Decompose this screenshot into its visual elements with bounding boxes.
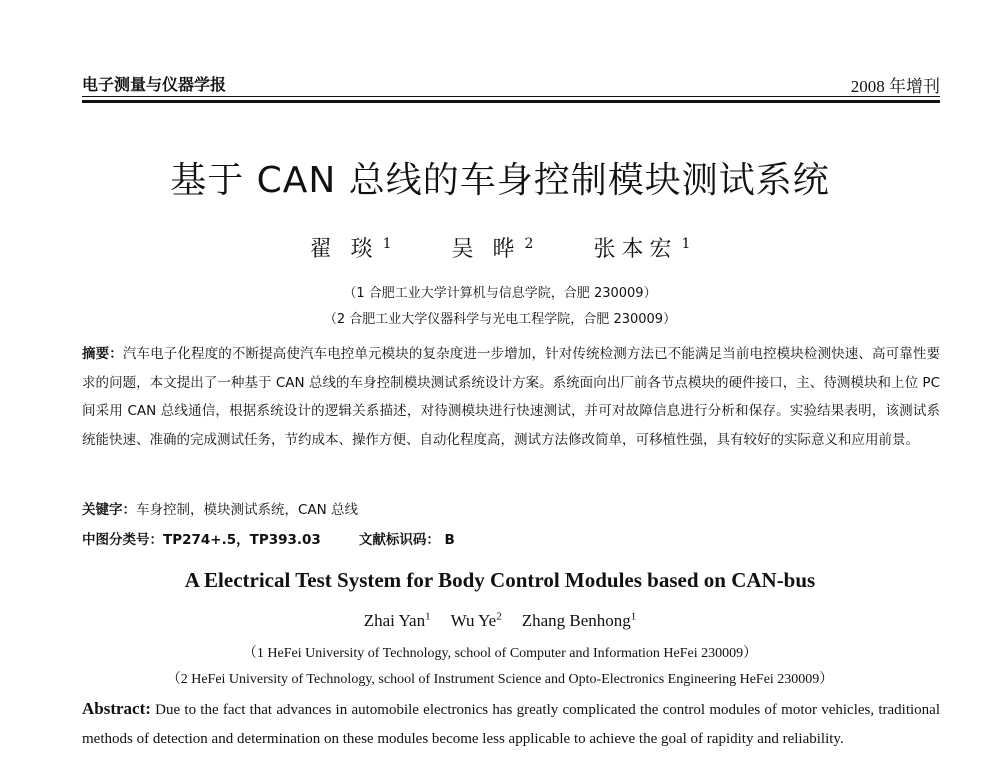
keywords-cn-label: 关键字： — [82, 502, 136, 518]
header-rule-thin — [82, 96, 940, 97]
author-cn-1: 翟 琰 $^1$ — [309, 235, 392, 262]
issue-label: 2008 年增刊 — [850, 77, 940, 96]
doc-code-value: B — [444, 532, 455, 548]
affiliation-cn-2: （2 合肥工业大学仪器科学与光电工程学院，合肥 230009） — [323, 312, 677, 327]
author-en-1: Zhai Yan$^1$ — [363, 610, 431, 630]
classification-line — [82, 528, 455, 548]
clc-value: TP274+.5，TP393.03 — [163, 532, 321, 548]
abstract-en-text: Due to the fact that advances in automobile electronics has greatly complicated the control modules of motor vehicles, traditional methods of detection and determination on these modules become less applicable to achieve the goal of rapidity and reliability. — [82, 702, 941, 747]
abstract-cn-text: 汽车电子化程度的不断提高使汽车电控单元模块的复杂度进一步增加，针对传统检测方法已不能满足当前电控模块检测快速、高可靠性要求的问题，本文提出了一种基于 CAN 总线的车身控制模块测试系统设计方案。系统面向出厂前各节点模块的硬件接口，主、待测模块和上位 PC 间采用 CAN 总线通信，根据系统设计的逻辑关系描述，对待测模块进行快速测试，并可对故障信息进行分析和保存。实验结果表明，该测试系统能快速、准确的完成测试任务，节约成本、操作方便、自动化程度高，测试方法修改简单，可移植性强，具有较好的实际意义和应用前景。 — [82, 346, 941, 448]
header-rule-thick — [82, 100, 940, 103]
doc-code-label: 文献标识码： — [358, 532, 440, 548]
abstract-cn-label: 摘要： — [82, 346, 123, 362]
author-cn-3: 张本宏 $^1$ — [593, 235, 691, 262]
affiliation-en-1: （1 HeFei University of Technology, school of Computer and Information HeFei 230009） — [242, 646, 758, 661]
abstract-en — [82, 694, 940, 754]
authors-en — [0, 610, 1000, 631]
author-en-2: Wu Ye$^2$ — [450, 610, 502, 630]
affiliation-cn-1: （1 合肥工业大学计算机与信息学院，合肥 230009） — [343, 286, 657, 301]
running-header — [82, 72, 940, 94]
abstract-cn — [82, 340, 940, 454]
keywords-cn — [82, 498, 940, 518]
clc-label: 中图分类号： — [82, 532, 163, 548]
paper-title-cn: 基于 CAN 总线的车身控制模块测试系统 — [170, 160, 830, 201]
abstract-en-label: Abstract: — [82, 699, 151, 718]
author-en-3: Zhang Benhong$^1$ — [521, 610, 637, 630]
author-cn-2: 吴 晔 $^2$ — [451, 235, 534, 262]
paper-title-en: A Electrical Test System for Body Control Modules based on CAN-bus — [184, 568, 816, 592]
affiliation-en-2: （2 HeFei University of Technology, school of Instrument Science and Opto-Electronics Engineering HeFei 230009） — [166, 672, 834, 687]
journal-name: 电子测量与仪器学报 — [82, 75, 227, 94]
authors-cn — [0, 232, 1000, 263]
keywords-cn-text: 车身控制，模块测试系统，CAN 总线 — [136, 502, 359, 518]
